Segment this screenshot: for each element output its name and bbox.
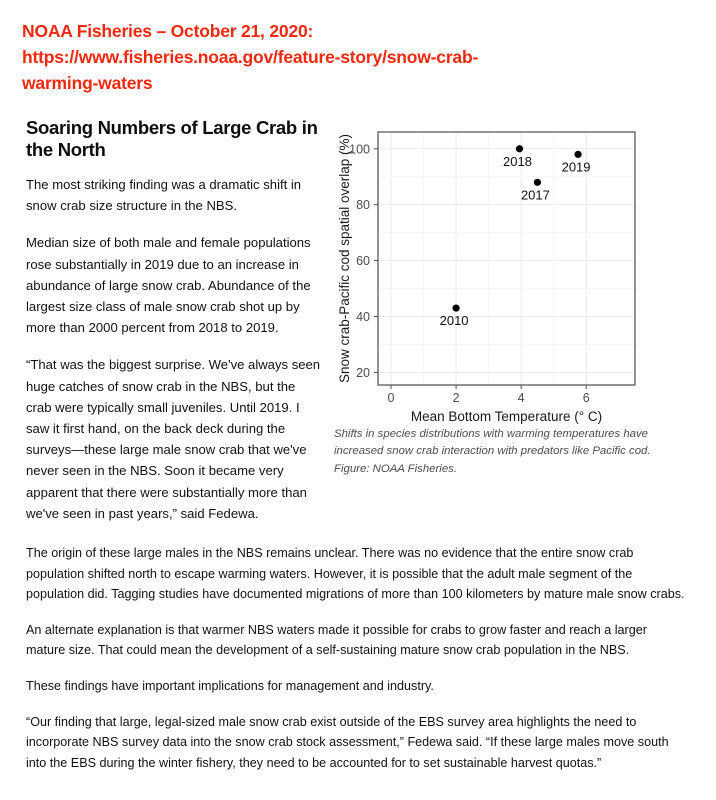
y-axis-tick-label: 40 — [356, 310, 370, 325]
scatter-chart — [334, 112, 694, 424]
data-point-label: 2019 — [561, 159, 591, 175]
body-paragraph: “Our finding that large, legal-sized male snow crab exist outside of the EBS survey area highlights the need to incorporate NBS survey data into the snow crab stock assessment,” Fedewa said. “If these large males move south into the EBS during the winter fishery, they need to be accounted for to set sustainable harvest quotas.” — [26, 714, 669, 770]
x-axis-tick-label: 4 — [517, 391, 525, 405]
y-axis-tick-label: 80 — [356, 198, 370, 213]
body-paragraph: These findings have important implications for management and industry. — [26, 678, 434, 693]
x-axis-tick-label: 6 — [582, 391, 590, 405]
data-point — [516, 145, 523, 152]
data-point — [574, 151, 581, 158]
body-paragraph: “That was the biggest surprise. We've always seen huge catches of snow crab in the NBS, but the crab were typically small juveniles. Until 2019. I saw it first hand, on the back deck during the surveys—these large male snow crab that we've never seen in the NBS. Soon it became very apparent that there were substantially more than we've seen in past years,” said Fedewa. — [26, 357, 321, 521]
y-axis-tick-label: 60 — [356, 254, 370, 269]
y-axis-tick-label: 20 — [356, 365, 370, 380]
body-paragraph: The origin of these large males in the NBS remains unclear. There was no evidence that the entire snow crab population shifted north to escape warming waters. However, it is possible that the adult male segment of the population did. Tagging studies have documented migrations of more than 100 kilometers by mature male snow crabs. — [26, 546, 685, 602]
body-paragraph: The most striking finding was a dramatic shift in snow crab size structure in the NBS. — [26, 177, 302, 214]
figure-caption: Shifts in species distributions with warming temperatures have increased snow crab interaction with predators like Pacific cod. Figure: NOAA Fisheries. — [334, 428, 651, 475]
data-point-label: 2017 — [520, 187, 550, 203]
y-axis-tick-label: 100 — [349, 142, 370, 157]
section-title: Soaring Numbers of Large Crab in the North — [26, 117, 318, 160]
x-axis-tick-label: 2 — [452, 391, 460, 405]
chart-panel-background — [378, 132, 635, 385]
scatter-chart-svg — [334, 112, 694, 424]
x-axis-tick-label: 0 — [387, 391, 395, 405]
x-axis-label: Mean Bottom Temperature (° C) — [410, 409, 603, 424]
article-wide-section — [26, 543, 686, 788]
data-point-label: 2010 — [439, 313, 469, 329]
source-header-line-2: https://www.fisheries.noaa.gov/feature-story/snow-crab- — [22, 47, 479, 67]
source-header-line-1: NOAA Fisheries – October 21, 2020: — [22, 21, 314, 41]
figure-column — [334, 112, 694, 478]
source-header-line-3: warming-waters — [22, 73, 153, 93]
body-paragraph: Median size of both male and female populations rose substantially in 2019 due to an increase in abundance of large snow crab. Abundance of the largest size class of male snow crab shot up by more than 2000 percent from 2018 to 2019. — [26, 235, 311, 336]
data-point — [452, 305, 459, 312]
y-axis-label: Snow crab-Pacific cod spatial overlap (%) — [337, 133, 352, 384]
body-paragraph: An alternate explanation is that warmer NBS waters made it possible for crabs to grow faster and reach a larger mature size. That could mean the development of a self-sustaining mature snow crab population in the NBS. — [26, 622, 647, 658]
article-left-column — [26, 117, 321, 524]
data-point-label: 2018 — [503, 153, 532, 169]
data-point — [534, 179, 541, 186]
source-header — [22, 18, 682, 96]
